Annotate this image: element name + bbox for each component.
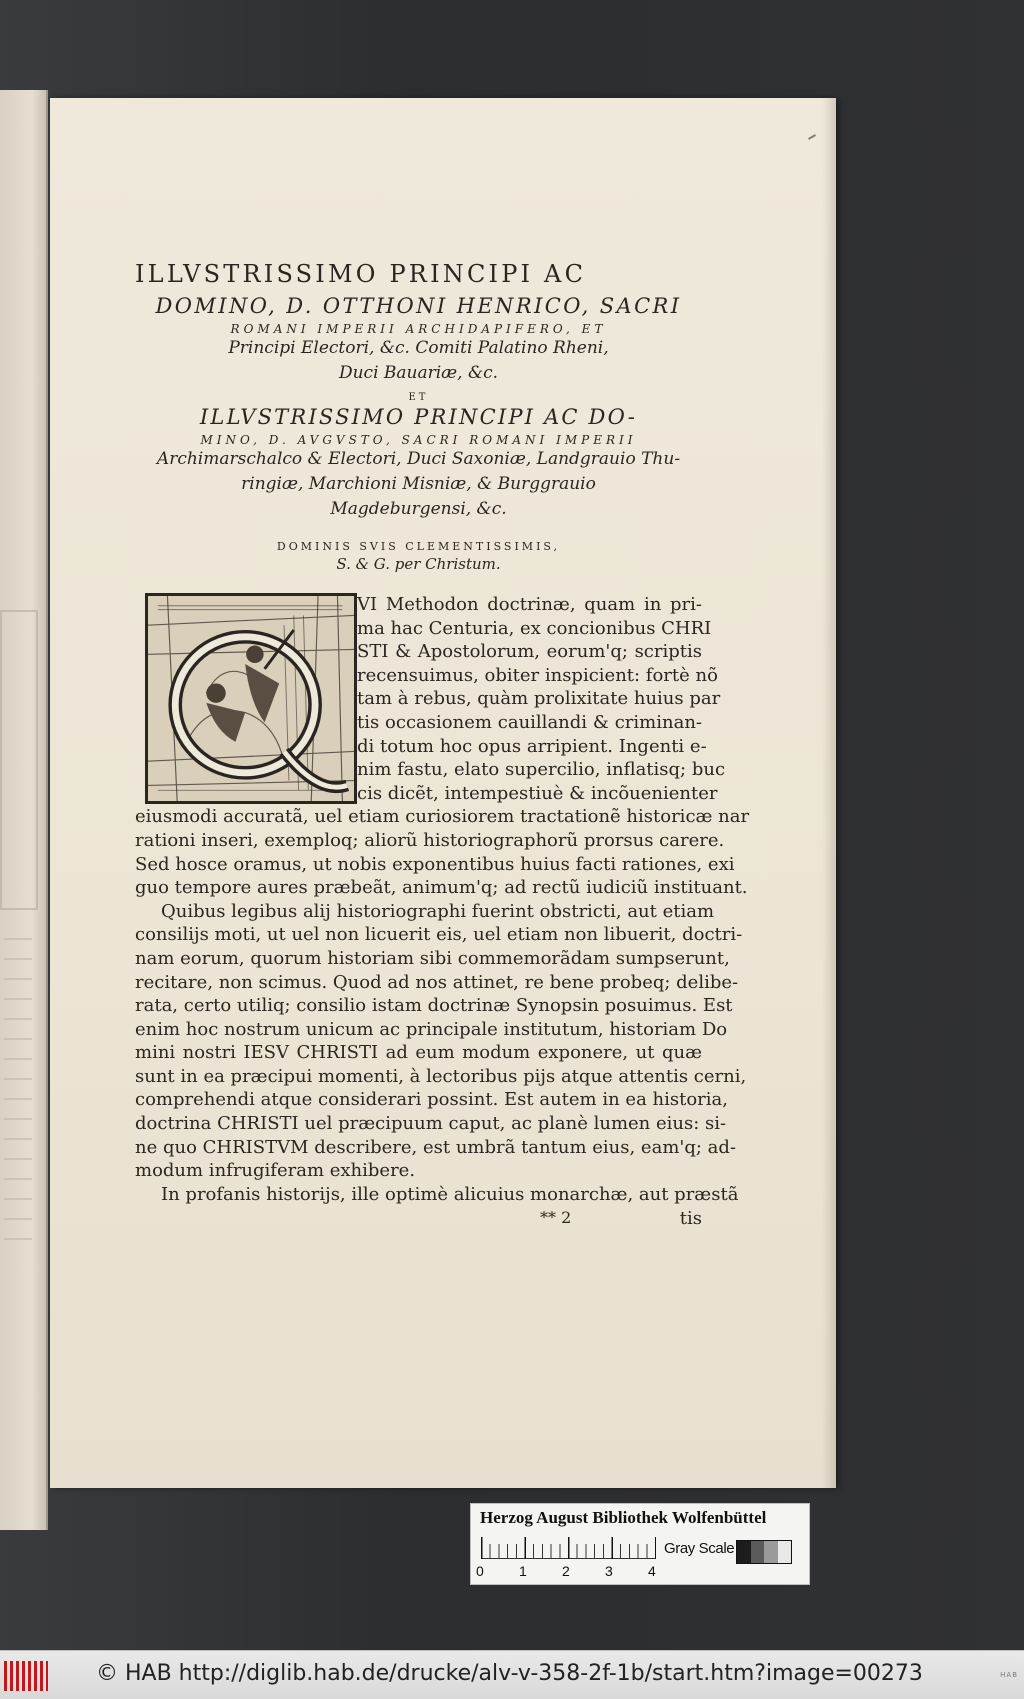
dedication-et: ET xyxy=(408,392,429,403)
dedication-heading-line: Duci Bauariæ, &c. xyxy=(338,363,499,383)
hab-logo-icon xyxy=(4,1661,48,1691)
text-line: modum infrugiferam exhibere. xyxy=(135,1160,416,1182)
facing-page-edge xyxy=(0,90,48,1530)
gray-swatch-step xyxy=(737,1541,751,1563)
dedication-heading-line: MINO, D. AVGVSTO, SACRI ROMANI IMPERII xyxy=(200,433,637,447)
dedication-text xyxy=(135,260,750,1232)
card-title: Herzog August Bibliothek Wolfenbüttel xyxy=(480,1508,767,1527)
text-line: ma hac Centuria, ex concionibus CHRI xyxy=(357,617,712,639)
dedication-heading-line: Archimarschalco & Electori, Duci Saxoniæ, Landgrauio Thu- xyxy=(156,449,681,469)
text-line: recensuimus, obiter inspicient: fortè nõ xyxy=(357,664,718,686)
text-line: In profanis historijs, ille optimè alicuius monarchæ, aut præstã xyxy=(161,1183,739,1205)
text-line: mini nostri IESV CHRISTI ad eum modum exponere, ut quæ xyxy=(135,1042,702,1064)
text-line: rationi inseri, exemploq; aliorũ historiographorũ prorsus carere. xyxy=(135,829,725,851)
scale-number: 1 xyxy=(519,1563,527,1579)
text-line: Quibus legibus alij historiographi fuerint obstricti, aut etiam xyxy=(161,900,715,922)
woodcut-initial-art xyxy=(148,596,354,801)
book-page xyxy=(50,98,836,1488)
scale-ruler-major-ticks xyxy=(481,1537,656,1559)
dedication-heading-line: Principi Electori, &c. Comiti Palatino Rheni, xyxy=(228,338,609,358)
dedication-heading-line: Magdeburgensi, &c. xyxy=(330,499,507,519)
dedication-heading-line: ILLVSTRISSIMO PRINCIPI AC DO- xyxy=(199,405,638,429)
text-line: nim fastu, elato supercilio, inflatisq; buc xyxy=(357,759,726,781)
gray-swatch-step xyxy=(778,1541,792,1563)
gray-swatch-step xyxy=(751,1541,765,1563)
page-mark xyxy=(808,134,816,140)
text-line: eiusmodi accuratã, uel etiam curiosiorem tractationẽ historicæ nar xyxy=(135,806,750,828)
dedication-heading-line: DOMINO, D. OTTHONI HENRICO, SACRI xyxy=(155,294,682,318)
lines-beside-initial xyxy=(357,593,726,805)
text-line: enim hoc nostrum unicum ac principale institutum, historiam Do xyxy=(135,1018,728,1040)
body-text xyxy=(135,593,750,1232)
scale-number: 0 xyxy=(476,1563,484,1579)
text-line: tam à rebus, quàm prolixitate huius par xyxy=(357,688,721,710)
dedication-heading-line: ringiæ, Marchioni Misniæ, & Burggrauio xyxy=(241,474,596,494)
gray-swatch-step xyxy=(764,1541,778,1563)
text-line: ne quo CHRISTVM describere, est umbrã tantum eius, eam'q; ad- xyxy=(135,1136,736,1158)
text-line: doctrina CHRISTI uel præcipuum caput, ac planè lumen eius: si- xyxy=(135,1113,727,1135)
viewer-footer xyxy=(0,1650,1024,1699)
text-line: di totum hoc opus arripient. Ingenti e- xyxy=(357,735,707,757)
paragraph-3 xyxy=(135,1183,739,1207)
text-line: Sed hosce oramus, ut nobis exponentibus huius facti rationes, exi xyxy=(135,853,735,875)
dedication-heading-line: ROMANI IMPERII ARCHIDAPIFERO, ET xyxy=(230,322,607,336)
paragraph-1-continued xyxy=(135,805,750,899)
dedication-heading-line: ILLVSTRISSIMO PRINCIPI AC xyxy=(135,260,587,288)
paragraph-2 xyxy=(135,900,747,1183)
text-line: rata, certo utiliq; consilio istam doctrinæ Synopsin posuimus. Est xyxy=(135,995,733,1017)
scale-number: 3 xyxy=(605,1563,613,1579)
text-line: STI & Apostolorum, eorum'q; scriptis xyxy=(357,641,702,663)
text-line: cis dicẽt, intempestiuè & incõuenienter xyxy=(357,782,718,804)
text-line: comprehendi atque considerari possint. Est autem in ea historia, xyxy=(135,1089,728,1111)
text-line: consilijs moti, ut uel non licuerit eis, uel etiam non libuerit, doctri- xyxy=(135,924,743,946)
salutation: S. & G. per Christum. xyxy=(336,555,501,573)
footer-mark: HAB xyxy=(1000,1671,1018,1679)
signature-mark: ** 2 xyxy=(540,1208,572,1228)
text-line: sunt in ea præcipui momenti, à lectoribus pijs atque attentis cerni, xyxy=(135,1065,747,1087)
text-line: guo tempore aures præbeãt, animum'q; ad rectũ iudiciũ instituant. xyxy=(135,877,748,899)
page-footer-line xyxy=(135,1208,702,1232)
color-reference-card xyxy=(470,1503,810,1585)
text-line: VI Methodon doctrinæ, quam in pri- xyxy=(357,594,702,615)
scale-number: 4 xyxy=(648,1563,656,1579)
facing-page-text-ghost xyxy=(4,920,32,1240)
catchword: tis xyxy=(679,1208,702,1230)
gray-scale-label: Gray Scale xyxy=(664,1540,735,1557)
dominis-line: DOMINIS SVIS CLEMENTISSIMIS, xyxy=(276,540,561,553)
text-line: tis occasionem cauillandi & criminan- xyxy=(357,711,702,733)
text-line: recitare, non scimus. Quod ad nos attinet, re bene probeq; delibe- xyxy=(135,971,739,993)
text-line: nam eorum, quorum historiam sibi commemorãdam sumpserunt, xyxy=(135,947,730,969)
footer-credit-url[interactable]: © HAB http://diglib.hab.de/drucke/alv-v-358-2f-1b/start.htm?image=00273 xyxy=(96,1661,923,1686)
scale-number: 2 xyxy=(562,1563,570,1579)
woodcut-initial xyxy=(145,593,357,804)
facing-page-woodcut-ghost xyxy=(0,610,38,910)
gray-scale-swatch xyxy=(736,1540,792,1564)
